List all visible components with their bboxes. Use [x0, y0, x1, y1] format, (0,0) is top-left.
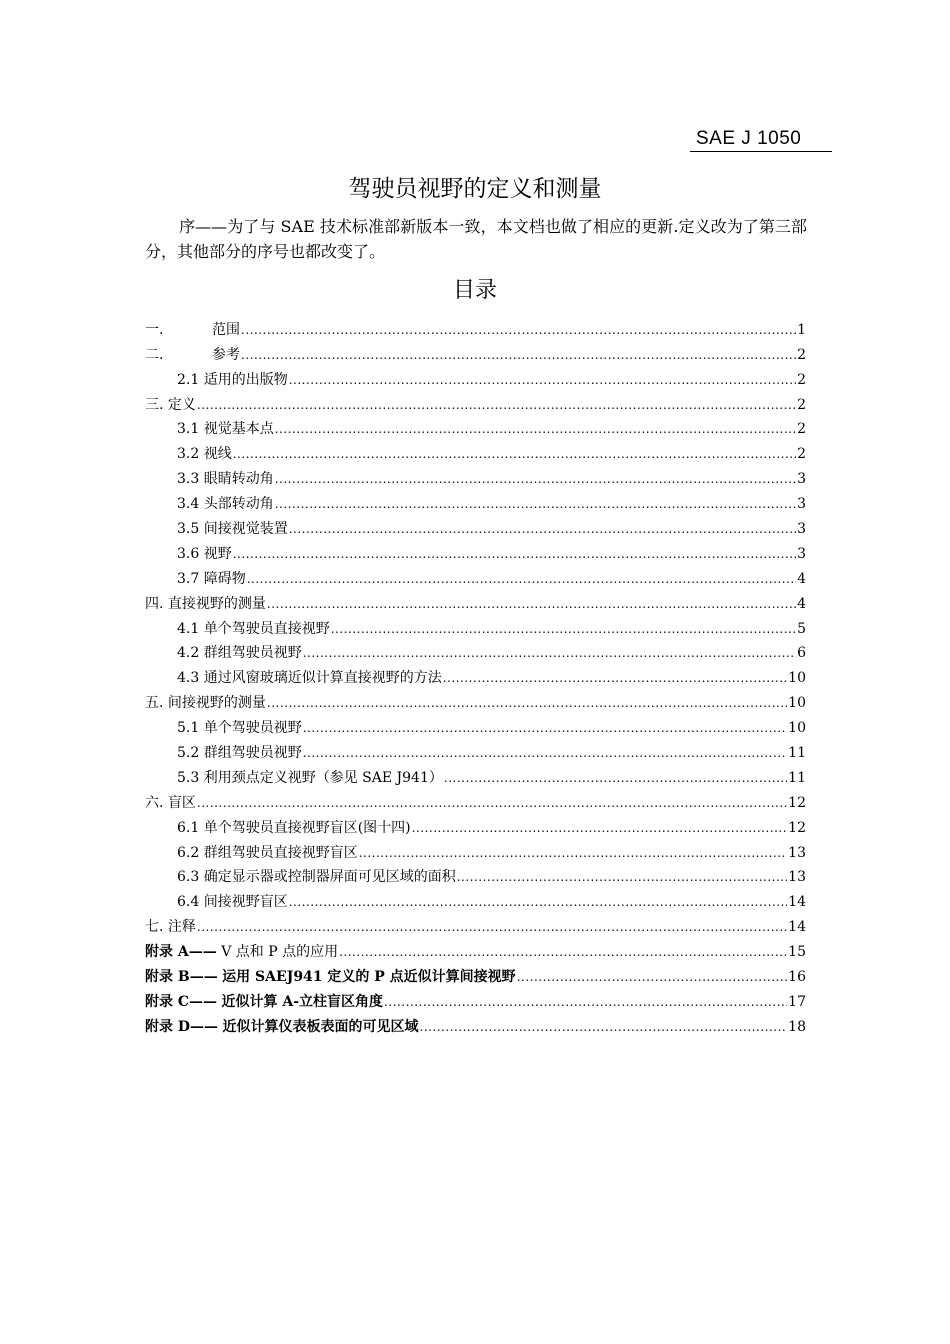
- toc-entry[interactable]: [145, 314, 806, 339]
- toc-entry-number: 3.1: [177, 421, 200, 438]
- toc-entry[interactable]: [145, 1011, 806, 1036]
- toc-entry-page: 14: [788, 894, 806, 911]
- toc-entry-number: 5.2: [177, 745, 200, 762]
- toc-dot-leader: [267, 595, 796, 613]
- toc-entry-number: 3.5: [177, 521, 200, 538]
- toc-entry-title: 盲区: [167, 794, 196, 811]
- toc-dot-leader: [384, 993, 787, 1011]
- toc-dot-leader: [359, 844, 787, 862]
- toc-entry-title: 参考: [212, 346, 240, 363]
- toc-entry-number: 3.2: [177, 446, 200, 463]
- toc-entry[interactable]: [145, 911, 806, 936]
- toc-dot-leader: [331, 620, 796, 638]
- toc-entry-number: 6.4: [177, 894, 200, 911]
- toc-entry-title: 单个驾驶员视野: [203, 720, 302, 737]
- toc-entry-title: 间接视野盲区: [203, 894, 288, 911]
- toc-entry-number: 5.3: [177, 769, 200, 786]
- toc-entry[interactable]: [145, 961, 806, 986]
- toc-dot-leader: [275, 420, 796, 438]
- toc-dot-leader: [303, 644, 796, 662]
- toc-entry-page: 10: [788, 720, 806, 737]
- toc-entry-number: 4.3: [177, 670, 200, 687]
- toc-entry-title: 范围: [212, 321, 240, 338]
- toc-entry[interactable]: [145, 862, 806, 887]
- toc-entry-number: 6.1: [177, 819, 200, 836]
- toc-entry-page: 6: [797, 645, 806, 662]
- toc-entry-title: 群组驾驶员直接视野盲区: [203, 844, 358, 861]
- toc-entry-page: 1: [797, 321, 806, 338]
- toc-entry-number: 6.3: [177, 869, 200, 886]
- toc-entry[interactable]: [145, 837, 806, 862]
- toc-entry-number: 四.: [145, 595, 164, 612]
- toc-entry-page: 11: [788, 745, 806, 762]
- toc-dot-leader: [197, 396, 796, 414]
- toc-entry[interactable]: [145, 613, 806, 638]
- toc-entry-page: 3: [797, 496, 806, 513]
- preface-text: ——为了与 SAE 技术标准部新版本一致，本文档也做了相应的更新.定义改为了第三部分，其他部分的序号也都改变了。: [145, 217, 807, 261]
- toc-dot-leader: [241, 321, 796, 339]
- toc-entry[interactable]: [145, 538, 806, 563]
- toc-entry[interactable]: [145, 364, 806, 389]
- toc-entry[interactable]: [145, 986, 806, 1011]
- toc-dot-leader: [444, 769, 787, 787]
- toc-entry[interactable]: [145, 588, 806, 613]
- toc-dot-leader: [241, 346, 796, 364]
- toc-entry[interactable]: [145, 488, 806, 513]
- toc-entry-number: 3.4: [177, 496, 200, 513]
- toc-entry-number: 六.: [145, 794, 164, 811]
- toc-dot-leader: [289, 371, 796, 389]
- toc-entry-page: 12: [788, 819, 806, 836]
- toc-entry-number: 附录 B——: [145, 969, 218, 986]
- toc-entry-number: 五.: [145, 695, 164, 712]
- toc-entry[interactable]: [145, 414, 806, 439]
- toc-dot-leader: [289, 893, 787, 911]
- toc-entry[interactable]: [145, 662, 806, 687]
- toc-dot-leader: [339, 943, 787, 961]
- toc-entry[interactable]: [145, 737, 806, 762]
- toc-entry-page: 2: [797, 446, 806, 463]
- toc-dot-leader: [412, 819, 788, 837]
- toc-entry-title: 通过风窗玻璃近似计算直接视野的方法: [203, 670, 442, 687]
- toc-entry-title: 视觉基本点: [203, 421, 274, 438]
- toc-entry-page: 4: [797, 570, 806, 587]
- toc-entry-title: 适用的出版物: [203, 371, 288, 388]
- toc-entry-page: 10: [788, 695, 806, 712]
- table-of-contents: [145, 314, 806, 1036]
- toc-entry-title: 视线: [203, 446, 232, 463]
- toc-entry-title: 近似计算 A-立柱盲区角度: [221, 993, 384, 1010]
- toc-entry-page: 2: [797, 371, 806, 388]
- toc-entry-number: 附录 D——: [145, 1018, 219, 1035]
- toc-dot-leader: [197, 918, 787, 936]
- toc-dot-leader: [197, 794, 787, 812]
- standard-code: SAE J 1050: [690, 127, 832, 152]
- toc-entry-page: 15: [788, 944, 806, 961]
- toc-entry-number: 4.2: [177, 645, 200, 662]
- toc-entry[interactable]: [145, 787, 806, 812]
- toc-entry-title: 直接视野的测量: [167, 595, 266, 612]
- toc-entry-number: 3.6: [177, 545, 200, 562]
- toc-dot-leader: [267, 694, 787, 712]
- toc-entry-page: 16: [788, 969, 806, 986]
- preface-paragraph: [145, 214, 807, 264]
- toc-entry-number: 一.: [145, 321, 164, 338]
- toc-dot-leader: [233, 545, 796, 563]
- toc-dot-leader: [247, 570, 796, 588]
- toc-entry-title: 确定显示器或控制器屏面可见区域的面积: [203, 869, 456, 886]
- toc-entry-page: 13: [788, 844, 806, 861]
- toc-entry-page: 3: [797, 521, 806, 538]
- toc-entry-page: 14: [788, 919, 806, 936]
- toc-entry-number: 5.1: [177, 720, 200, 737]
- toc-dot-leader: [275, 495, 796, 513]
- toc-entry-title: 群组驾驶员视野: [203, 645, 302, 662]
- toc-entry[interactable]: [145, 389, 806, 414]
- toc-entry-number: 二.: [145, 346, 164, 363]
- toc-entry-page: 3: [797, 545, 806, 562]
- toc-entry-page: 2: [797, 346, 806, 363]
- toc-entry[interactable]: [145, 563, 806, 588]
- toc-dot-leader: [289, 520, 796, 538]
- toc-entry[interactable]: [145, 513, 806, 538]
- toc-entry-number: 4.1: [177, 620, 200, 637]
- toc-entry-page: 17: [788, 993, 806, 1010]
- toc-entry-page: 5: [797, 620, 806, 637]
- toc-entry-title: 注释: [167, 919, 196, 936]
- toc-dot-leader: [275, 470, 796, 488]
- toc-entry[interactable]: [145, 812, 806, 837]
- toc-entry-title: 群组驾驶员视野: [203, 745, 302, 762]
- toc-entry[interactable]: [145, 936, 806, 961]
- toc-entry-page: 2: [797, 421, 806, 438]
- toc-entry-title: 眼睛转动角: [203, 471, 274, 488]
- toc-entry-title: 间接视觉装置: [203, 521, 288, 538]
- toc-dot-leader: [457, 868, 787, 886]
- toc-entry-title: 单个驾驶员直接视野: [203, 620, 330, 637]
- toc-entry-title: 近似计算仪表板表面的可见区域: [222, 1018, 419, 1035]
- toc-dot-leader: [517, 968, 787, 986]
- toc-entry[interactable]: [145, 712, 806, 737]
- toc-entry-number: 三.: [145, 396, 164, 413]
- toc-entry[interactable]: [145, 687, 806, 712]
- document-title: 驾驶员视野的定义和测量: [348, 176, 602, 202]
- toc-entry-page: 2: [797, 396, 806, 413]
- toc-entry-title: 视野: [203, 545, 232, 562]
- toc-entry-page: 3: [797, 471, 806, 488]
- toc-entry-number: 6.2: [177, 844, 200, 861]
- toc-entry-page: 11: [788, 769, 806, 786]
- toc-entry-number: 附录 A——: [145, 944, 217, 961]
- toc-entry-title: 障碍物: [203, 570, 246, 587]
- toc-entry-number: 3.7: [177, 570, 200, 587]
- toc-entry-title: 头部转动角: [203, 496, 274, 513]
- toc-entry-title: 运用 SAEJ941 定义的 P 点近似计算间接视野: [222, 969, 516, 986]
- toc-entry-number: 3.3: [177, 471, 200, 488]
- toc-dot-leader: [303, 719, 787, 737]
- preface-lead: 序: [179, 217, 196, 236]
- toc-entry-page: 4: [797, 595, 806, 612]
- toc-entry-page: 10: [788, 670, 806, 687]
- toc-dot-leader: [233, 445, 796, 463]
- toc-entry[interactable]: [145, 463, 806, 488]
- toc-entry[interactable]: [145, 886, 806, 911]
- toc-heading: 目录: [452, 278, 497, 303]
- toc-entry-title: V 点和 P 点的应用: [221, 944, 339, 961]
- toc-entry-number: 2.1: [177, 371, 200, 388]
- toc-entry[interactable]: [145, 638, 806, 663]
- toc-entry-title: 单个驾驶员直接视野盲区(图十四): [203, 819, 411, 836]
- toc-entry-number: 七.: [145, 919, 164, 936]
- toc-entry-page: 12: [788, 794, 806, 811]
- toc-dot-leader: [303, 744, 787, 762]
- toc-entry-title: 利用颈点定义视野（参见 SAE J941）: [203, 769, 443, 786]
- toc-entry-title: 定义: [167, 396, 196, 413]
- toc-entry[interactable]: [145, 339, 806, 364]
- toc-entry-number: 附录 C——: [145, 993, 218, 1010]
- toc-entry-page: 13: [788, 869, 806, 886]
- toc-entry[interactable]: [145, 762, 806, 787]
- toc-entry-title: 间接视野的测量: [167, 695, 266, 712]
- toc-entry[interactable]: [145, 438, 806, 463]
- toc-dot-leader: [443, 669, 787, 687]
- toc-dot-leader: [419, 1018, 787, 1036]
- toc-entry-page: 18: [788, 1018, 806, 1035]
